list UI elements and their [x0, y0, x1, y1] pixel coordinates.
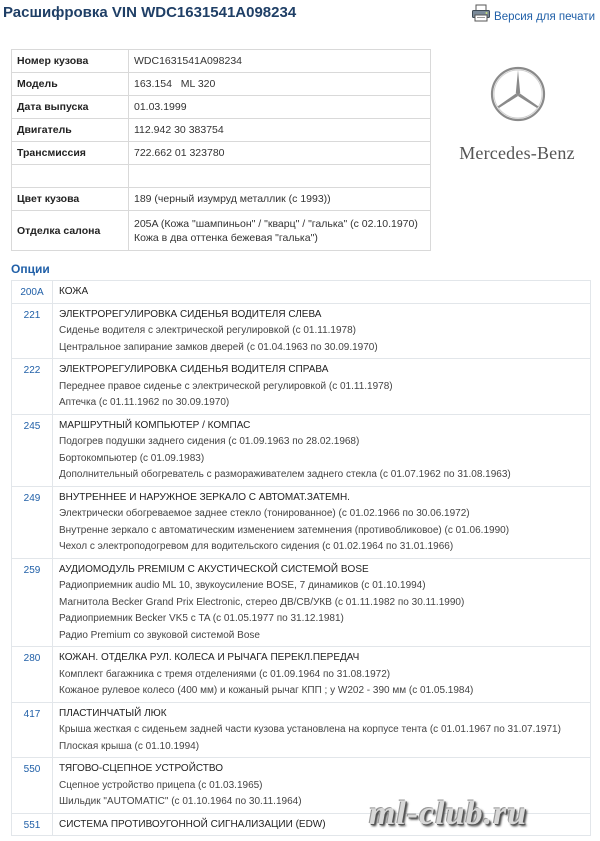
option-title: ЭЛЕКТРОРЕГУЛИРОВКА СИДЕНЬЯ ВОДИТЕЛЯ СЛЕВА	[59, 308, 322, 320]
brand-name: Mercedes-Benz	[459, 143, 575, 163]
option-row	[12, 486, 591, 558]
option-detail-line: Дополнительный обогреватель с размораживателем заднего стекла (с 01.07.1962 по 31.08.1963)	[59, 469, 511, 480]
option-code-link[interactable]: 200A	[12, 281, 53, 304]
spec-row	[12, 142, 431, 165]
spec-key	[12, 165, 129, 188]
spec-row	[12, 188, 431, 211]
page-title: Расшифровка VIN WDC1631541A098234	[3, 4, 297, 21]
spec-key: Трансмиссия	[12, 142, 129, 165]
option-description	[53, 281, 591, 304]
spec-value: 112.942 30 383754	[129, 119, 431, 142]
spec-key: Дата выпуска	[12, 96, 129, 119]
site-watermark: ml-club.ru	[369, 795, 528, 832]
spec-value: 722.662 01 323780	[129, 142, 431, 165]
option-title: ЭЛЕКТРОРЕГУЛИРОВКА СИДЕНЬЯ ВОДИТЕЛЯ СПРАВА	[59, 364, 329, 375]
spec-row	[12, 96, 431, 119]
option-detail-line: Аптечка (с 01.11.1962 по 30.09.1970)	[59, 397, 230, 408]
option-title: ТЯГОВО-СЦЕПНОЕ УСТРОЙСТВО	[59, 763, 223, 774]
spec-value: WDC1631541A098234	[129, 50, 431, 73]
option-row	[12, 558, 591, 647]
option-detail-line: Сцепное устройство прицепа (с 01.03.1965)	[59, 779, 263, 791]
option-description	[53, 414, 591, 486]
option-detail-line: Радио Premium со звуковой системой Bose	[59, 629, 260, 641]
option-code-link[interactable]: 550	[12, 758, 53, 814]
option-description	[53, 702, 591, 758]
options-table-wrap	[11, 280, 591, 836]
option-detail-line: Кожаное рулевое колесо (400 мм) и кожаный рычаг КПП ; у W202 - 390 мм (с 01.05.1984)	[59, 685, 474, 696]
option-code-link[interactable]: 221	[12, 303, 53, 359]
spec-value: 205A (Кожа "шампиньон" / "кварц" / "галька" (с 02.10.1970) Кожа в два оттенка бежевая "галька")	[129, 211, 431, 251]
option-title: ПЛАСТИНЧАТЫЙ ЛЮК	[59, 707, 167, 719]
option-detail-line: Шильдик "AUTOMATIC" (с 01.10.1964 по 30.11.1964)	[59, 796, 302, 807]
spec-value: 189 (черный изумруд металлик (с 1993))	[129, 188, 431, 211]
option-code-link[interactable]: 280	[12, 647, 53, 703]
mercedes-star-icon	[490, 66, 546, 122]
option-title: КОЖАН. ОТДЕЛКА РУЛ. КОЛЕСА И РЫЧАГА ПЕРЕКЛ.ПЕРЕДАЧ	[59, 652, 360, 663]
option-description	[53, 486, 591, 558]
option-description	[53, 558, 591, 647]
option-detail-line: Радиоприемник audio ML 10, звукоусиление BOSE, 7 динамиков (с 01.10.1994)	[59, 580, 426, 591]
option-detail-line: Чехол с электроподогревом для водительского сидения (с 01.02.1964 по 31.01.1966)	[59, 541, 454, 552]
option-code-link[interactable]: 417	[12, 702, 53, 758]
option-detail-line: Внутренне зеркало с автоматическим изменением затемнения (противобликовое) (с 01.06.1990)	[59, 524, 510, 536]
option-detail-line: Электрически обогреваемое заднее стекло (тонированное) (с 01.02.1966 по 30.06.1972)	[59, 508, 470, 519]
spec-key: Модель	[12, 73, 129, 96]
option-row	[12, 702, 591, 758]
spec-row	[12, 119, 431, 142]
option-code-link[interactable]: 551	[12, 813, 53, 836]
option-detail-line: Переднее правое сиденье с электрической регулировкой (с 01.11.1978)	[59, 380, 393, 392]
option-detail-line: Плоская крыша (с 01.10.1994)	[59, 740, 200, 752]
option-description	[53, 359, 591, 415]
spec-row-empty	[12, 165, 431, 188]
option-code-link[interactable]: 249	[12, 486, 53, 558]
spec-row	[12, 50, 431, 73]
option-code-link[interactable]: 245	[12, 414, 53, 486]
option-row	[12, 647, 591, 703]
page-header	[0, 0, 600, 30]
option-title: МАРШРУТНЫЙ КОМПЬЮТЕР / КОМПАС	[59, 419, 251, 431]
vehicle-spec-table-wrap	[11, 49, 431, 251]
option-title: СИСТЕМА ПРОТИВОУГОННОЙ СИГНАЛИЗАЦИИ (EDW)	[59, 818, 326, 830]
option-detail-line: Магнитола Becker Grand Prix Electronic, стерео ДВ/СВ/УКВ (с 01.11.1982 по 30.11.1990)	[59, 596, 465, 608]
option-title: КОЖА	[59, 286, 89, 297]
spec-row	[12, 73, 431, 96]
spec-key: Цвет кузова	[12, 188, 129, 211]
spec-value: 163.154 ML 320	[129, 73, 431, 96]
printer-icon	[471, 4, 491, 22]
spec-value: 01.03.1999	[129, 96, 431, 119]
options-table	[11, 280, 591, 836]
option-detail-line: Комплект багажника с тремя отделениями (с 01.09.1964 по 31.08.1972)	[59, 668, 391, 680]
option-title: ВНУТРЕННЕЕ И НАРУЖНОЕ ЗЕРКАЛО С АВТОМАТ.ЗАТЕМН.	[59, 491, 350, 503]
option-code-link[interactable]: 259	[12, 558, 53, 647]
option-detail-line: Центральное запирание замков дверей (с 01.04.1963 по 30.09.1970)	[59, 341, 378, 353]
option-detail-line: Радиоприемник Becker VK5 с TA (с 01.05.1977 по 31.12.1981)	[59, 613, 344, 624]
spec-key: Номер кузова	[12, 50, 129, 73]
spec-key: Отделка салона	[12, 211, 129, 251]
option-detail-line: Сиденье водителя с электрической регулировкой (с 01.11.1978)	[59, 325, 356, 336]
spec-value	[129, 165, 431, 188]
options-title: Опции	[11, 262, 50, 276]
option-detail-line: Подогрев подушки заднего сидения (с 01.09.1963 по 28.02.1968)	[59, 436, 360, 447]
option-row	[12, 303, 591, 359]
print-version-link[interactable]	[471, 3, 595, 23]
print-version-label[interactable]: Версия для печати	[494, 11, 595, 23]
option-row	[12, 281, 591, 304]
vehicle-spec-table	[11, 49, 431, 251]
option-code-link[interactable]: 222	[12, 359, 53, 415]
option-row	[12, 359, 591, 415]
option-description	[53, 647, 591, 703]
option-detail-line: Крыша жесткая с сиденьем задней части кузова установлена на корпусе тента (с 01.01.1967 по 31.07.1971)	[59, 724, 561, 735]
spec-key: Двигатель	[12, 119, 129, 142]
spec-row	[12, 211, 431, 251]
option-title: АУДИОМОДУЛЬ PREMIUM С АКУСТИЧЕСКОЙ СИСТЕМОЙ BOSE	[59, 563, 369, 575]
option-row	[12, 414, 591, 486]
option-description	[53, 303, 591, 359]
brand-block	[437, 66, 597, 170]
option-detail-line: Бортокомпьютер (с 01.09.1983)	[59, 452, 205, 464]
